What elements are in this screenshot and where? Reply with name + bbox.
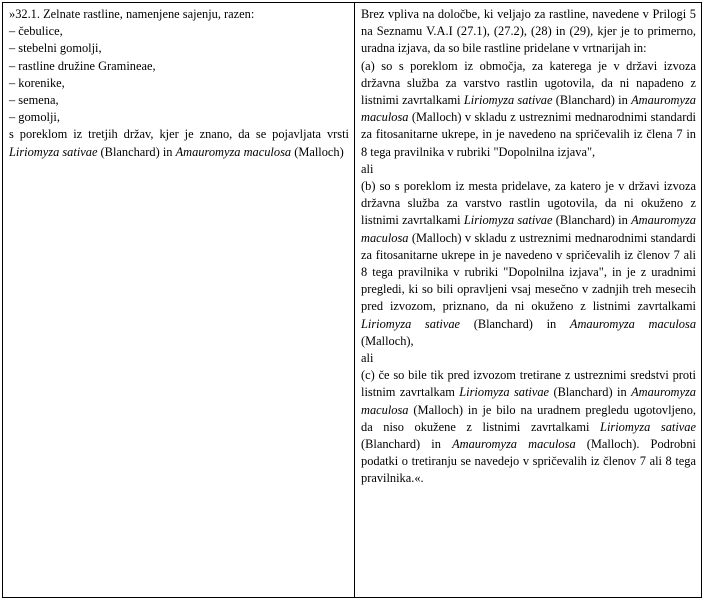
option-a-text: (Malloch) v skladu z ustreznimi mednarodnimi standardi za fitosanitarne ukrepe, in je navedeno na spričevalih iz člena 7 in 8 tega pravilnika v rubriki "Dopolnilna izjava", [361,110,696,159]
pest-name: Liriomyza sativae [459,385,550,400]
author-text: (Malloch) [291,144,344,159]
pest-name: Liriomyza sativae [361,316,461,331]
option-c-text: (c) če so bile tik pred izvozom tretirane z ustreznimi sredstvi proti listnim zavrtalkam [361,368,696,400]
option-c-text: (Malloch). Podrobni podatki o tretiranju se navedejo v spričevalih iz členov 7 ali 8 tega pravilnika.«. [361,437,696,486]
left-cell [3,3,355,597]
pest-name: Liriomyza sativae [9,144,98,159]
option-b [361,178,696,350]
author-text: (Malloch), [361,333,414,348]
origin-clause [9,126,349,160]
pest-name: Amauromyza maculosa [452,437,576,452]
author-text: (Blanchard) in [460,316,570,331]
option-a [361,58,696,161]
author-text: (Blanchard) in [361,437,453,452]
option-a-text: (a) so s poreklom iz območja, za katerega je v državi izvoza državna služba za varstvo rastlin ugotovila, da ni napadeno z listnimi zavrtalkami [361,58,696,108]
exception-item: – gomolji, [9,110,60,125]
option-b-text: (Malloch) v skladu z ustreznimi mednarodnimi standardi za fitosanitarne ukrepe in je navedeno v spričevalih iz členov 7 ali 8 tega pravilnika v rubriki "Dopolnilna izjava", in je z uradnimi pregledi, ki so bili opravljeni vsaj mesečno v zadnjih treh mesecih pred izvozom, priznano, da ni okuženo z listnimi zavrtalkami [361,230,696,314]
pest-name: Liriomyza sativae [463,213,553,228]
right-cell [355,3,701,597]
option-b-text: (b) so s poreklom iz mesta pridelave, za katero je v državi izvoza državna služba za varstvo rastlin ugotovila, da ni okuženo z listnimi zavrtalkami [361,179,696,228]
option-c [361,367,696,487]
author-text: (Blanchard) in [97,144,176,159]
author-text: (Blanchard) in [549,385,632,400]
exception-item: – semena, [9,93,59,108]
pest-name: Amauromyza maculosa [361,385,696,417]
pest-name: Amauromyza maculosa [361,93,697,125]
pest-name: Liriomyza sativae [600,419,696,434]
pest-name: Amauromyza maculosa [175,144,292,159]
pest-name: Amauromyza maculosa [569,316,697,331]
exception-item: – čebulice, [9,24,63,39]
exception-item: – rastline družine Gramineae, [9,58,156,73]
author-text: (Blanchard) in [552,213,632,228]
regulation-table [2,2,702,598]
or-connector: ali [361,161,374,176]
plant-category-heading: »32.1. Zelnate rastline, namenjene sajenju, razen: [9,7,255,21]
option-c-text: (Malloch) in je bilo na uradnem pregledu ugotovljeno, da niso okužene z listnimi zavrtalkami [361,402,696,434]
author-text: (Blanchard) in [552,93,632,108]
pest-name: Amauromyza maculosa [361,213,697,245]
exception-item: – korenike, [9,75,65,90]
origin-text: s poreklom iz tretjih držav, kjer je znano, da se pojavljata vrsti [9,127,349,142]
pest-name: Liriomyza sativae [463,93,553,108]
requirements-intro: Brez vpliva na določbe, ki veljajo za rastline, navedene v Prilogi 5 na Seznamu V.A.I (27.1), (27.2), (28) in (29), kjer je to primerno, uradna izjava, da so bile rastline pridelane v vrtnarijah in: [361,7,696,56]
or-connector: ali [361,351,374,366]
exception-item: – stebelni gomolji, [9,41,102,56]
